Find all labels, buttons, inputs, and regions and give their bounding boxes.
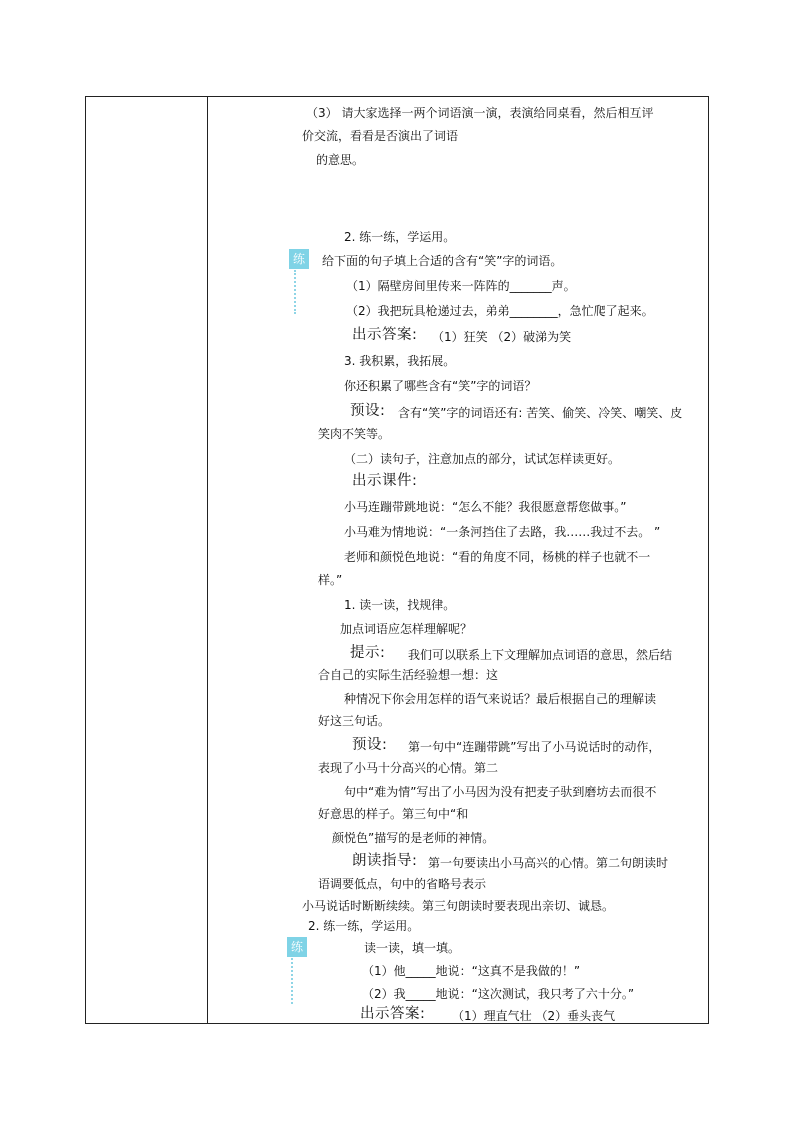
text-line: 价交流，看看是否演出了词语 — [302, 129, 459, 143]
text-line: （2）我_____地说：“这次测试，我只考了六十分。” — [362, 987, 635, 1001]
text-line: 第一句要读出小马高兴的心情。第二句朗读时 — [428, 856, 669, 870]
practice-dots — [291, 958, 293, 1004]
text-line: 2. 练一练，学运用。 — [308, 919, 420, 933]
text-line: 小马说话时断断续续。第三句朗读时要表现出亲切、诚恳。 — [302, 899, 615, 913]
text-line: （2）我把玩具枪递过去，弟弟________，急忙爬了起来。 — [346, 304, 654, 318]
practice-mark: 练 — [287, 937, 307, 957]
column-divider — [207, 96, 208, 1024]
text-line: 老师和颜悦色地说：“看的角度不同，杨桃的样子也就不一 — [344, 550, 651, 564]
text-line: （1）理直气壮 （2）垂头丧气 — [452, 1009, 616, 1023]
text-line: 笑肉不笑等。 — [318, 427, 391, 441]
text-line: 语调要低点，句中的省略号表示 — [318, 877, 487, 891]
reading-guide-label: 朗读指导: — [352, 853, 418, 869]
text-line: 样。” — [318, 573, 343, 587]
preset-label: 预设: — [352, 737, 388, 753]
preset-label: 预设: — [350, 403, 386, 419]
text-line: （1）他_____地说：“这真不是我做的！” — [362, 964, 581, 978]
text-line: （1）隔壁房间里传来一阵阵的_______声。 — [346, 279, 576, 293]
text-line: 含有“笑”字的词语还有: 苦笑、偷笑、冷笑、嘲笑、皮 — [398, 406, 683, 420]
text-line: 给下面的句子填上合适的含有“笑”字的词语。 — [322, 254, 563, 268]
text-line: 小马难为情地说：“一条河挡住了去路，我……我过不去。 ” — [344, 525, 661, 539]
text-line: 小马连蹦带跳地说：“怎么不能？我很愿意帮您做事。” — [344, 500, 627, 514]
text-line: 好意思的样子。第三句中“和 — [318, 807, 469, 821]
text-line: 加点词语应怎样理解呢？ — [340, 622, 473, 636]
text-line: 读一读，填一填。 — [364, 941, 461, 955]
text-line: 我们可以联系上下文理解加点词语的意思，然后结 — [408, 648, 673, 662]
hint-label: 提示: — [350, 645, 386, 661]
practice-mark: 练 — [289, 249, 309, 269]
text-line: 3. 我积累，我拓展。 — [344, 354, 456, 368]
text-line: 合自己的实际生活经验想一想：这 — [318, 668, 499, 682]
text-line: （1）狂笑 （2）破涕为笑 — [432, 330, 572, 344]
text-line: 种情况下你会用怎样的语气来说话？最后根据自己的理解读 — [344, 692, 657, 706]
text-line: （3） 请大家选择一两个词语演一演，表演给同桌看，然后相互评 — [306, 106, 654, 120]
text-line: 2. 练一练，学运用。 — [344, 230, 456, 244]
text-line: 的意思。 — [316, 153, 365, 167]
text-line: 1. 读一读，找规律。 — [344, 598, 456, 612]
text-line: （二）读句子，注意加点的部分，试试怎样读更好。 — [344, 452, 621, 466]
text-line: 句中“难为情”写出了小马因为没有把麦子驮到磨坊去而很不 — [344, 785, 657, 799]
text-line: 颜悦色”描写的是老师的神情。 — [332, 831, 495, 845]
text-line: 好这三句话。 — [318, 714, 391, 728]
answer-label: 出示答案: — [360, 1006, 426, 1022]
text-line: 第一句中“连蹦带跳”写出了小马说话时的动作， — [408, 740, 661, 754]
text-line: 你还积累了哪些含有“笑”字的词语？ — [344, 379, 537, 393]
courseware-label: 出示课件: — [352, 473, 418, 489]
answer-label: 出示答案: — [352, 327, 418, 343]
text-line: 表现了小马十分高兴的心情。第二 — [318, 761, 499, 775]
practice-dots — [294, 270, 296, 314]
